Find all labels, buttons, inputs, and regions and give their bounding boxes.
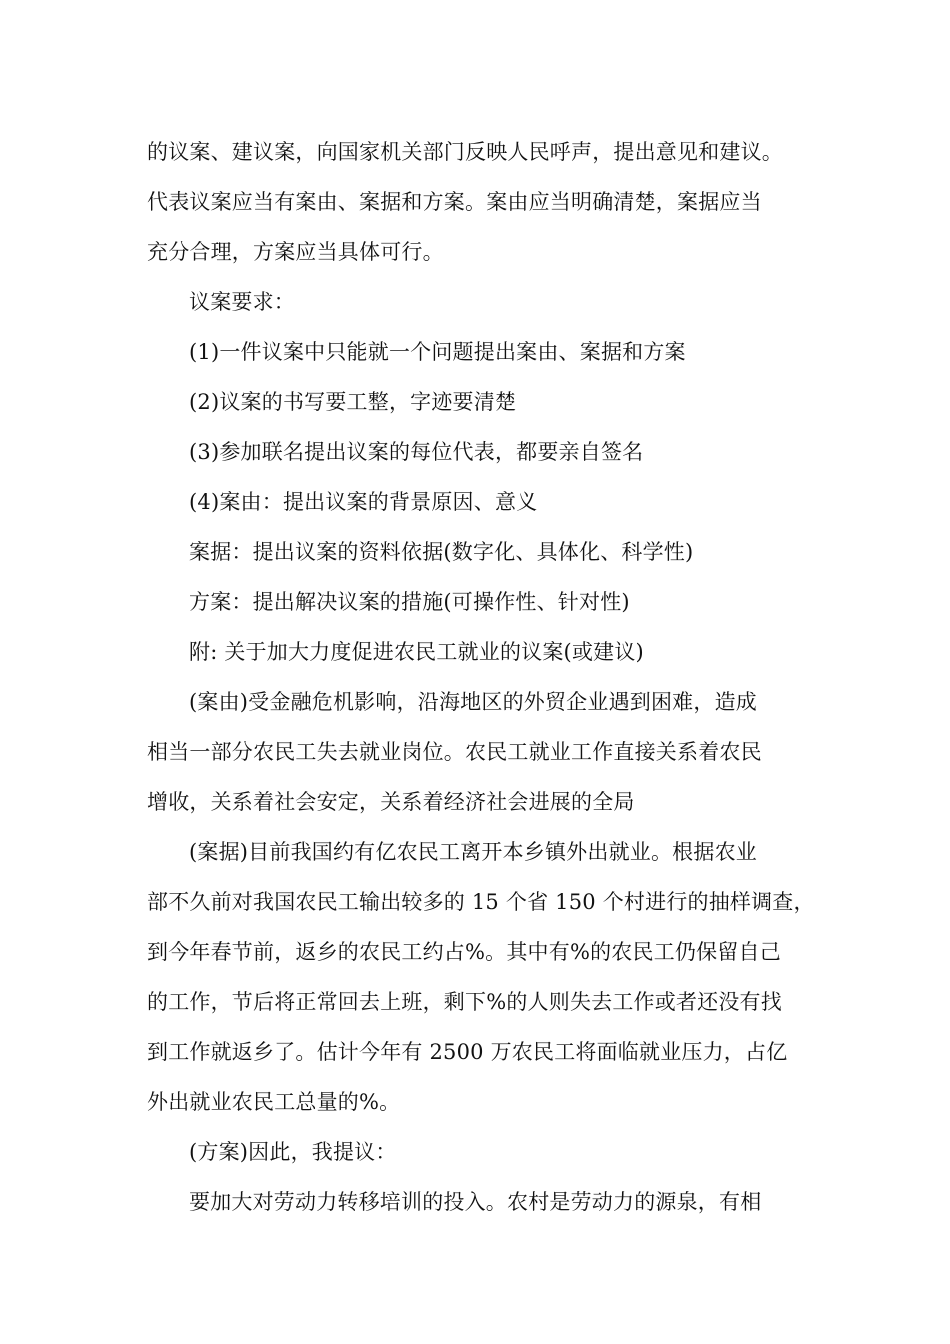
paragraph-line: (方案)因此，我提议： bbox=[189, 1140, 397, 1164]
paragraph-line: 充分合理，方案应当具体可行。 bbox=[147, 240, 444, 264]
paragraph-line: (案由)受金融危机影响，沿海地区的外贸企业遇到困难，造成 bbox=[189, 690, 757, 714]
list-item: 方案：提出解决议案的措施(可操作性、针对性) bbox=[189, 590, 630, 614]
paragraph-line: 代表议案应当有案由、案据和方案。案由应当明确清楚，案据应当 bbox=[147, 190, 762, 214]
list-item: 案据：提出议案的资料依据(数字化、具体化、科学性) bbox=[189, 540, 694, 564]
paragraph-line: 相当一部分农民工失去就业岗位。农民工就业工作直接关系着农民 bbox=[147, 740, 762, 764]
section-heading: 议案要求： bbox=[189, 290, 295, 314]
document-body bbox=[147, 127, 817, 1227]
list-item: (3)参加联名提出议案的每位代表，都要亲自签名 bbox=[189, 440, 644, 464]
paragraph-line: 外出就业农民工总量的%。 bbox=[147, 1090, 401, 1114]
paragraph-line: 的议案、建议案，向国家机关部门反映人民呼声，提出意见和建议。 bbox=[147, 140, 783, 164]
paragraph-line: 到工作就返乡了。估计今年有 2500 万农民工将面临就业压力，占亿 bbox=[147, 1040, 788, 1064]
list-item: (2)议案的书写要工整，字迹要清楚 bbox=[189, 390, 517, 414]
paragraph-line: 增收，关系着社会安定，关系着经济社会进展的全局 bbox=[147, 790, 635, 814]
paragraph-line: 部不久前对我国农民工输出较多的 15 个省 150 个村进行的抽样调查， bbox=[147, 890, 815, 914]
paragraph-line: 的工作，节后将正常回去上班，剩下%的人则失去工作或者还没有找 bbox=[147, 990, 782, 1014]
paragraph-line: 要加大对劳动力转移培训的投入。农村是劳动力的源泉，有相 bbox=[189, 1190, 762, 1214]
list-item: (4)案由：提出议案的背景原因、意义 bbox=[189, 490, 538, 514]
appendix-title: 附: 关于加大力度促进农民工就业的议案(或建议) bbox=[189, 640, 644, 664]
paragraph-line: (案据)目前我国约有亿农民工离开本乡镇外出就业。根据农业 bbox=[189, 840, 757, 864]
paragraph-line: 到今年春节前，返乡的农民工约占%。其中有%的农民工仍保留自己 bbox=[147, 940, 781, 964]
list-item: (1)一件议案中只能就一个问题提出案由、案据和方案 bbox=[189, 340, 686, 364]
